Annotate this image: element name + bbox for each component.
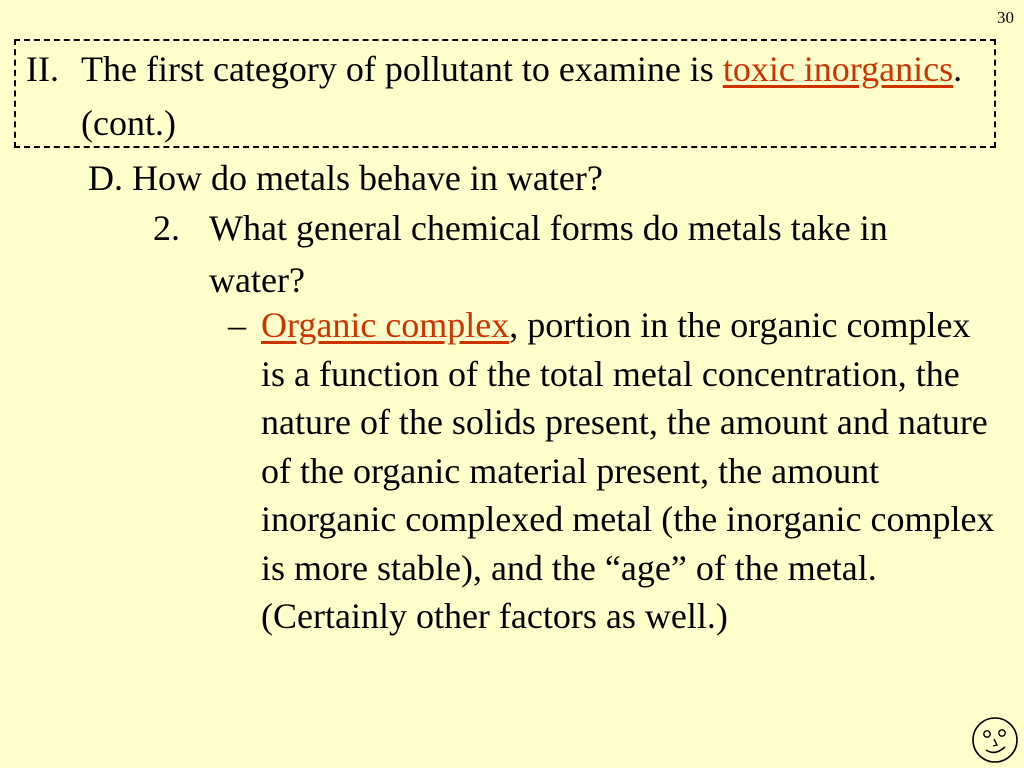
bullet-body: , portion in the organic complex is a function of the total metal concentration, the nature of the solids present, the amount and nature of the organic material present, the amount inorganic complexed metal (the inorganic complex is more stable), and the “age” of the metal. (Certainly other factors as well.) — [261, 305, 995, 636]
bullet-text — [261, 301, 1001, 641]
smiley-face-icon — [970, 715, 1020, 765]
section-text: How do metals behave in water? — [132, 158, 603, 198]
question-text: What general chemical forms do metals take in water? — [209, 208, 888, 300]
title-numeral: II. — [26, 49, 59, 89]
title-body — [81, 42, 991, 150]
bullet-dash: – — [228, 305, 246, 345]
title-text-before: The first category of pollutant to examine is — [81, 49, 723, 89]
title-text-after: . (cont.) — [81, 49, 963, 143]
question-number: 2. — [153, 208, 180, 248]
bullet-term: Organic complex — [261, 305, 510, 345]
section-label: D. — [88, 158, 123, 198]
title-term: toxic inorganics — [722, 49, 954, 89]
slide-number: 30 — [997, 8, 1014, 27]
section-heading — [88, 152, 603, 204]
